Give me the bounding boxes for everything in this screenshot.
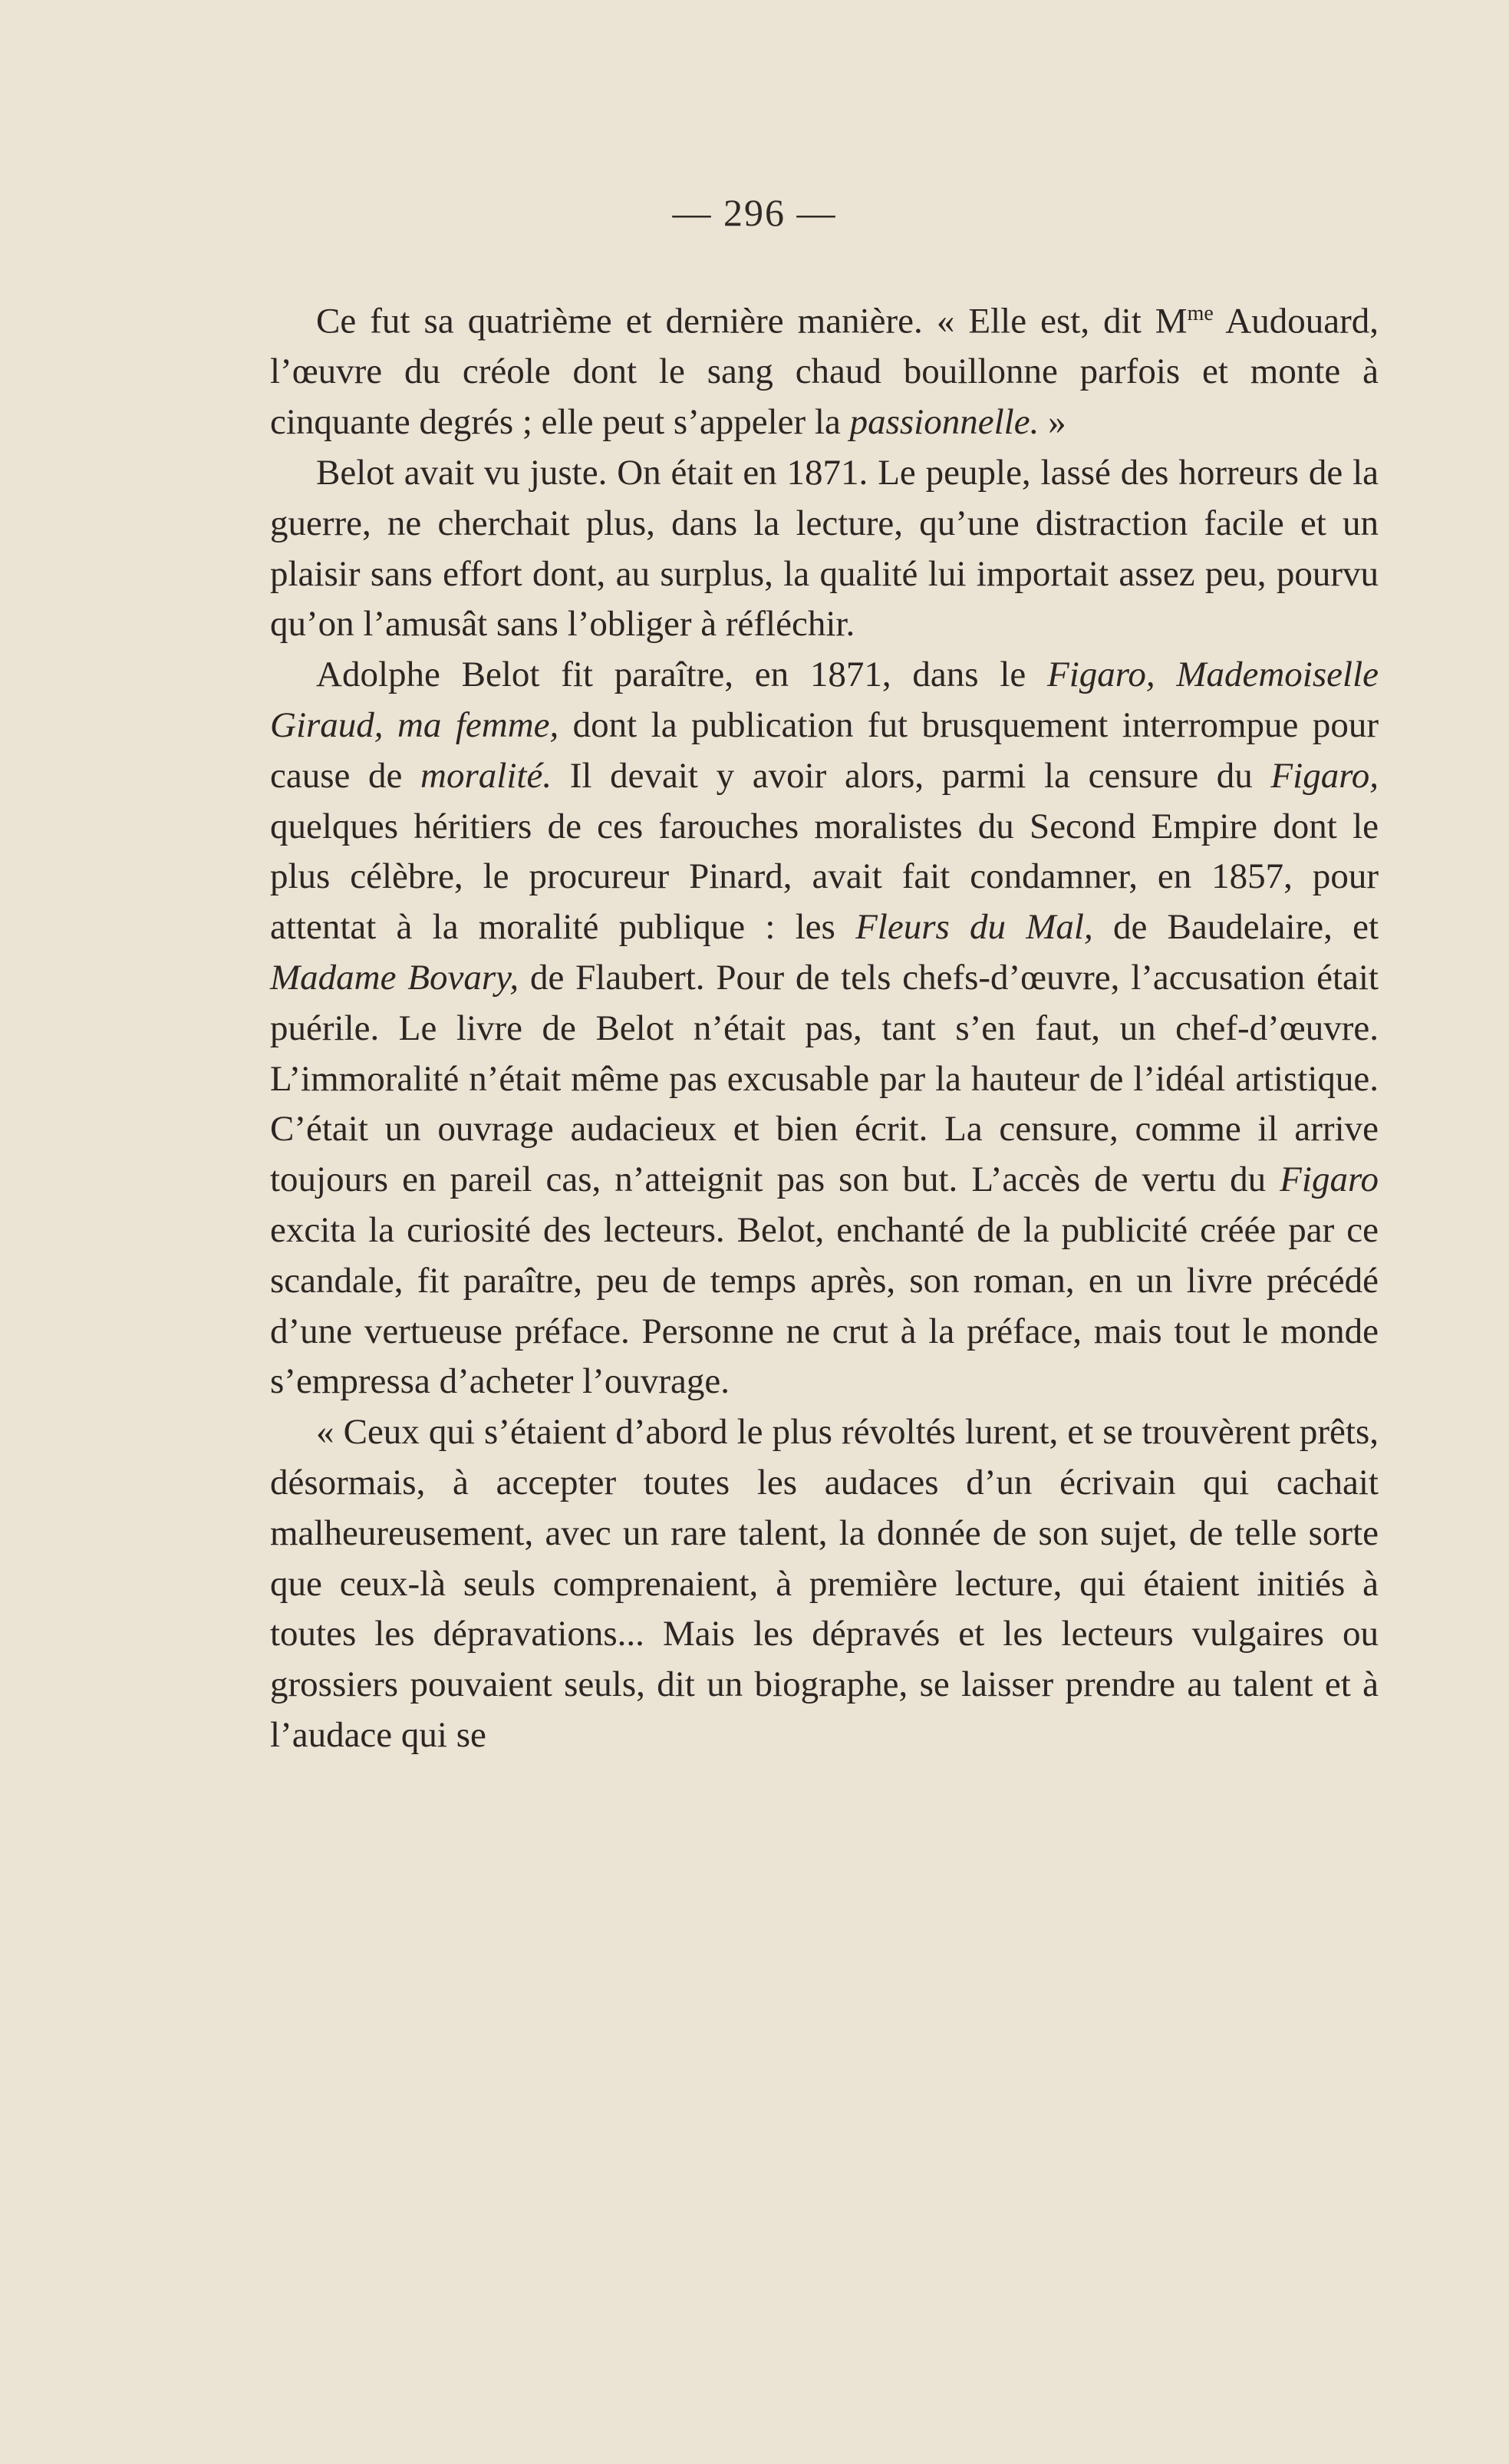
paragraph-3-italic-3: Figaro, [1270,755,1379,796]
paragraph-4: « Ceux qui s’étaient d’abord le plus révoltés lurent, et se trouvèrent prêts, désormais, à accepter toutes les audaces d’un écrivain qui cachait malheureusement, avec un rare talent, la donnée de son sujet, de telle sorte que ceux-là seuls comprenaient, à première lecture, qui étaient initiés à toutes les dépravations... Mais les dépravés et les lecteurs vulgaires ou grossiers pouvaient seuls, dit un biographe, se laisser prendre au talent et à l’audace qui se [270,1412,1379,1755]
paragraph-3-text-f: de Flaubert. Pour de tels chefs-d’œuvre, l’accusation était puérile. Le livre de Belot n’était pas, tant s’en faut, un chef-d’œuvre. L’immoralité n’était même pas excusable par la hauteur de l’idéal artistique. C’était un ouvrage audacieux et bien écrit. La censure, comme il arrive toujours en pareil cas, n’atteignit pas son but. L’accès de vertu du [270,958,1379,1200]
paragraph-3-italic-1: Figaro, Mademoiselle Giraud, ma femme, [270,655,1379,746]
paragraph-1-text-b: Audouard, l’œuvre du créole dont le sang chaud bouillonne parfois et monte à cinquante degrés ; elle peut s’appeler la [270,301,1379,443]
paragraph-1-italic: passionnelle. [849,402,1039,443]
paragraph-3-text-g: excita la curiosité des lecteurs. Belot, enchanté de la publicité créée par ce scandale, fit paraître, peu de temps après, son roman, en un livre précédé d’une vertueuse préface. Personne ne crut à la préface, mais tout le monde s’empressa d’acheter l’ouvrage. [270,1210,1379,1402]
paragraph-3-italic-4: Fleurs du Mal, [855,907,1093,948]
paragraph-3-text-a: Adolphe Belot fit paraître, en 1871, dans le [316,655,1048,695]
body-text [270,289,1379,1761]
paragraph-1 [270,289,1379,448]
paragraph-3-text-c: Il devait y avoir alors, parmi la censure du [552,755,1271,796]
paragraph-3-italic-5: Madame Bovary, [270,958,519,998]
paragraph-3-text-d: quelques héritiers de ces farouches moralistes du Second Empire dont le plus célèbre, le procureur Pinard, avait fait condamner, en 1857, pour attentat à la moralité publique : les [270,806,1379,948]
paragraph-3-italic-6: Figaro [1280,1159,1379,1200]
paragraph-1-text-c: » [1039,402,1066,443]
paragraph-3-italic-2: moralité. [420,755,552,796]
paragraph-3-text-b: dont la publication fut brusquement interrompue pour cause de [270,705,1379,796]
paragraph-1-text-a: Ce fut sa quatrième et dernière manière. « Elle est, dit M [316,301,1188,341]
paragraph-2: Belot avait vu juste. On était en 1871. Le peuple, lassé des horreurs de la guerre, ne cherchait plus, dans la lecture, qu’une distraction facile et un plaisir sans effort dont, au surplus, la qualité lui importait assez peu, pourvu qu’on l’amusât sans l’obliger à réfléchir. [270,453,1379,645]
paragraph-1-superscript: me [1187,302,1214,325]
paragraph-3-text-e: de Baudelaire, et [1092,907,1379,948]
page-number: — 296 — [672,191,837,234]
paragraph-3 [270,650,1379,1407]
